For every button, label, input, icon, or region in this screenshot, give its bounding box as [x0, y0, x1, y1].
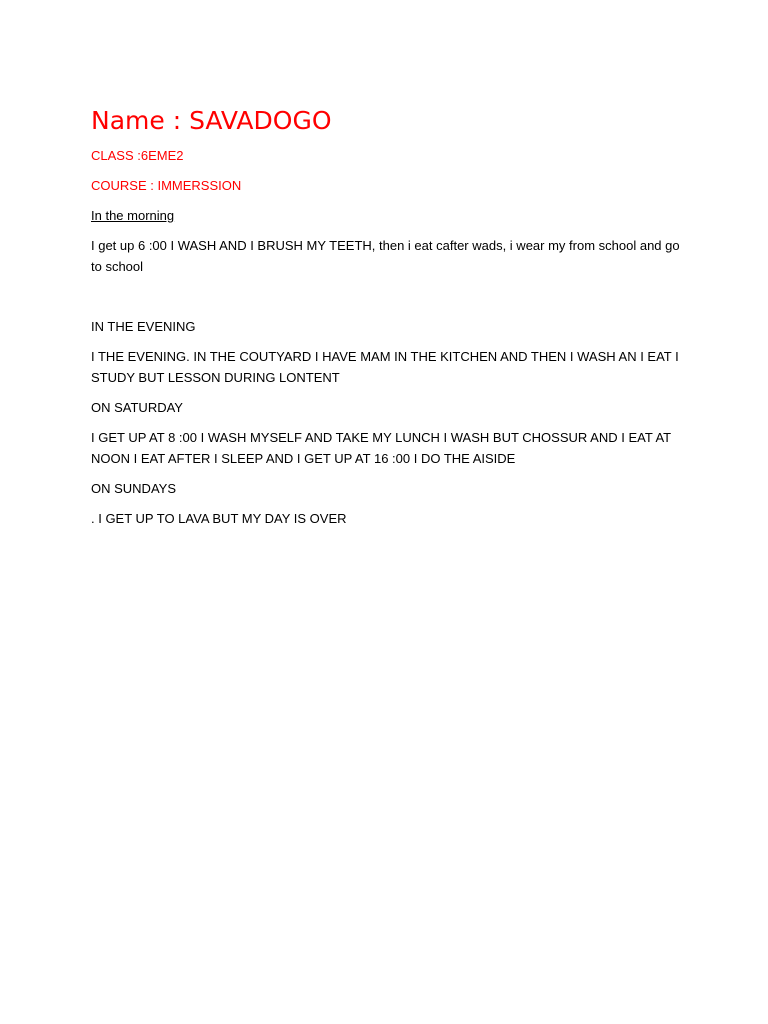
evening-heading: IN THE EVENING — [91, 319, 196, 334]
evening-paragraph: I THE EVENING. IN THE COUTYARD I HAVE MAM IN THE KITCHEN AND THEN I WASH AN I EAT I STUDY BUT LESSON DURING LONTENT — [91, 349, 679, 385]
saturday-paragraph: I GET UP AT 8 :00 I WASH MYSELF AND TAKE MY LUNCH I WASH BUT CHOSSUR AND I EAT AT NOON I EAT AFTER I SLEEP AND I GET UP AT 16 :00 I DO THE AISIDE — [91, 430, 671, 466]
sundays-paragraph: . I GET UP TO LAVA BUT MY DAY IS OVER — [91, 511, 347, 526]
blank-line — [91, 287, 681, 317]
name-title: Name : SAVADOGO — [91, 106, 332, 135]
morning-paragraph: I get up 6 :00 I WASH AND I BRUSH MY TEETH, then i eat cafter wads, i wear my from school and go to school — [91, 238, 680, 274]
morning-heading: In the morning — [91, 208, 175, 223]
saturday-heading: ON SATURDAY — [91, 400, 183, 415]
class-line: CLASS :6EME2 — [91, 148, 184, 163]
course-line: COURSE : IMMERSSION — [91, 178, 242, 193]
sundays-heading: ON SUNDAYS — [91, 481, 176, 496]
document-page — [91, 104, 681, 540]
